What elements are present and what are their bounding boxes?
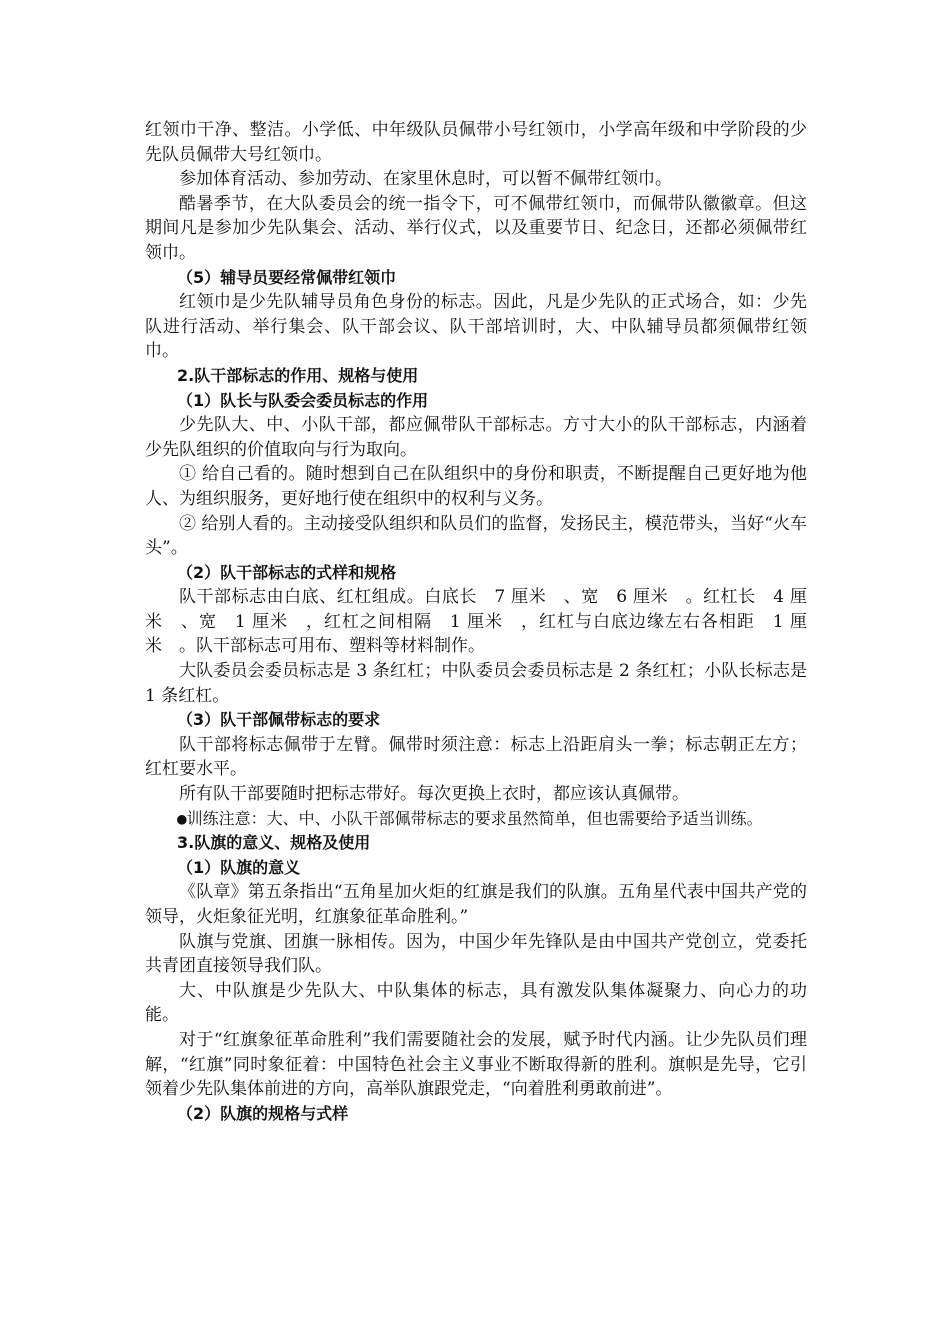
paragraph: 所有队干部要随时把标志带好。每次更换上衣时，都应该认真佩带。 [179,784,689,805]
paragraph: 队干部将标志佩带于左臂。佩带时须注意：标志上沿距肩头一拳；标志朝正左方；红杠要水平。 [145,734,807,780]
section-heading: （2）队旗的规格与式样 [177,1103,349,1123]
section-heading: 3.队旗的意义、规格及使用 [177,833,371,853]
paragraph: 队干部标志由白底、红杠组成。白底长 7 厘米 、宽 6 厘米 。红杠长 4 厘米 、宽 1 厘米 ，红杠之间相隔 1 厘米 ，红杠与白底边缘左右各相距 1 厘米 。队干部标志可用布、塑料等材料制作。 [145,587,807,657]
document-page [145,118,807,1126]
paragraph: 少先队大、中、小队干部，都应佩带队干部标志。方寸大小的队干部标志，内涵着少先队组织的价值取向与行为取向。 [145,415,807,460]
paragraph: 酷暑季节，在大队委员会的统一指令下，可不佩带红领巾，而佩带队徽徽章。但这期间凡是参加少先队集会、活动、举行仪式，以及重要节日、纪念日，还都必须佩带红领巾。 [145,193,807,263]
paragraph: 对于“红旗象征革命胜利”我们需要随社会的发展，赋予时代内涵。让少先队员们理解，“红旗”同时象征着：中国特色社会主义事业不断取得新的胜利。旗帜是先导，它引领着少先队集体前进的方向，高举队旗跟党走，“向着胜利勇敢前进”。 [145,1029,807,1100]
section-heading: （5）辅导员要经常佩带红领巾 [177,267,397,287]
paragraph: ② 给别人看的。主动接受队组织和队员们的监督，发扬民主，模范带头，当好“火车头”。 [145,513,807,559]
paragraph: 大、中队旗是少先队大、中队集体的标志，具有激发队集体凝聚力、向心力的功能。 [145,980,807,1026]
training-note: ●训练注意：大、中、小队干部佩带标志的要求虽然简单，但也需要给予适当训练。 [177,808,763,828]
paragraph: 红领巾干净、整洁。小学低、中年级队员佩带小号红领巾，小学高年级和中学阶段的少先队员佩带大号红领巾。 [145,120,807,165]
paragraph: 红领巾是少先队辅导员角色身份的标志。因此，凡是少先队的正式场合，如：少先队进行活动、举行集会、队干部会议、队干部培训时，大、中队辅导员都须佩带红领巾。 [145,292,807,362]
paragraph: 大队委员会委员标志是 3 条红杠；中队委员会委员标志是 2 条红杠；小队长标志是 1 条红杠。 [145,661,807,706]
paragraph: 参加体育活动、参加劳动、在家里休息时，可以暂不佩带红领巾。 [179,169,672,190]
section-heading: （2）队干部标志的式样和规格 [177,562,397,582]
section-heading: （1）队长与队委会委员标志的作用 [177,390,429,410]
section-heading: （3）队干部佩带标志的要求 [177,710,381,730]
paragraph: 队旗与党旗、团旗一脉相传。因为，中国少年先锋队是由中国共产党创立，党委托共青团直接领导我们队。 [145,931,807,977]
paragraph: ① 给自己看的。随时想到自己在队组织中的身份和职责，不断提醒自己更好地为他人、为组织服务，更好地行使在组织中的权利与义务。 [145,464,807,509]
paragraph: 《队章》第五条指出“五角星加火炬的红旗是我们的队旗。五角星代表中国共产党的领导，火炬象征光明，红旗象征革命胜利。” [145,882,807,927]
section-heading: 2.队干部标志的作用、规格与使用 [177,365,419,385]
section-heading: （1）队旗的意义 [177,857,301,877]
